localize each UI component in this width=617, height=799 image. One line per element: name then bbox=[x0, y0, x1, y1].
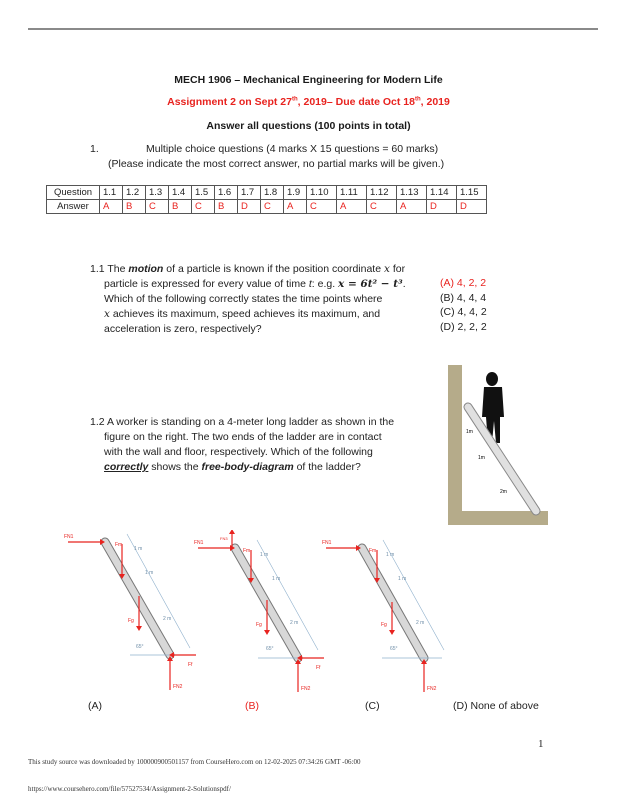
fbd-label-d: (D) None of above bbox=[453, 700, 539, 712]
download-note: This study source was downloaded by 100000900501157 from CourseHero.com on 12-02-2025 07:34:26 GMT -06:00 bbox=[28, 758, 361, 766]
fbd-option-a bbox=[60, 530, 200, 695]
section-1-note: (Please indicate the most correct answer, no partial marks will be given.) bbox=[108, 158, 445, 170]
svg-text:FN2: FN2 bbox=[301, 686, 311, 692]
ladder-figure bbox=[448, 365, 548, 525]
svg-text:2m: 2m bbox=[500, 489, 507, 495]
question-cell: 1.5 bbox=[192, 186, 215, 200]
svg-text:FN3: FN3 bbox=[220, 536, 228, 541]
page-number: 1 bbox=[538, 738, 544, 750]
svg-text:65°: 65° bbox=[266, 646, 274, 652]
svg-text:65°: 65° bbox=[390, 646, 398, 652]
svg-text:Ff: Ff bbox=[316, 665, 321, 671]
fbd-label-c: (C) bbox=[365, 700, 380, 712]
question-1-1-options bbox=[440, 276, 487, 334]
question-1-2: 1.2 A worker is standing on a 4-meter long ladder as shown in the figure on the right. The two ends of the ladder are in contact with the wall and floor, respectively. Which of the following correctly shows the free-body-diagram of the ladder? bbox=[90, 416, 395, 473]
question-cell: 1.3 bbox=[146, 186, 169, 200]
question-cell: 1.12 bbox=[367, 186, 397, 200]
svg-text:Fg: Fg bbox=[256, 622, 262, 628]
question-cell: 1.6 bbox=[215, 186, 238, 200]
fbd-option-c bbox=[320, 530, 460, 695]
svg-text:1m: 1m bbox=[466, 429, 473, 435]
option-c: (C) 4, 4, 2 bbox=[440, 306, 487, 318]
answer-cell: D bbox=[427, 200, 457, 214]
answer-cell: B bbox=[215, 200, 238, 214]
answer-cell: A bbox=[337, 200, 367, 214]
answer-cell: A bbox=[284, 200, 307, 214]
answer-table bbox=[46, 185, 487, 214]
option-a: (A) 4, 2, 2 bbox=[440, 277, 487, 289]
svg-text:FN1: FN1 bbox=[64, 534, 74, 540]
question-cell: 1.9 bbox=[284, 186, 307, 200]
answer-cell: C bbox=[261, 200, 284, 214]
svg-text:Fm: Fm bbox=[243, 548, 251, 554]
svg-text:65°: 65° bbox=[136, 644, 144, 650]
question-cell: 1.11 bbox=[337, 186, 367, 200]
svg-text:1 m: 1 m bbox=[398, 576, 407, 582]
answer-cell: D bbox=[238, 200, 261, 214]
svg-text:FN2: FN2 bbox=[427, 686, 437, 692]
answer-cell: D bbox=[457, 200, 487, 214]
svg-text:FN1: FN1 bbox=[322, 540, 332, 546]
svg-text:1 m: 1 m bbox=[145, 570, 154, 576]
top-rule bbox=[28, 28, 598, 30]
answer-cell: B bbox=[169, 200, 192, 214]
fbd-label-b: (B) bbox=[245, 700, 259, 712]
svg-text:2 m: 2 m bbox=[163, 616, 172, 622]
svg-text:FN1: FN1 bbox=[194, 540, 204, 546]
answer-cell: B bbox=[123, 200, 146, 214]
row-label: Question bbox=[47, 186, 100, 200]
answer-cell: A bbox=[397, 200, 427, 214]
svg-text:2 m: 2 m bbox=[416, 620, 425, 626]
question-cell: 1.1 bbox=[100, 186, 123, 200]
svg-text:Fg: Fg bbox=[381, 622, 387, 628]
svg-text:Ff: Ff bbox=[188, 662, 193, 668]
svg-text:1 m: 1 m bbox=[272, 576, 281, 582]
question-row bbox=[47, 186, 487, 200]
answer-cell: C bbox=[367, 200, 397, 214]
question-1-1: 1.1 The motion of a particle is known if the position coordinate x for particle is expressed for every value of time t: e.g. x = 6t² − t³. Which of the following correctly states the time points where x achieves its maximum, speed achieves its maximum, and acceleration is zero, respectively? bbox=[90, 263, 406, 335]
svg-text:Fg: Fg bbox=[128, 618, 134, 624]
option-d: (D) 2, 2, 2 bbox=[440, 320, 487, 333]
svg-text:Fm: Fm bbox=[115, 542, 123, 548]
svg-text:2 m: 2 m bbox=[290, 620, 299, 626]
instructions: Answer all questions (100 points in total) bbox=[206, 120, 411, 132]
section-1-heading: 1. Multiple choice questions (4 marks X 15 questions = 60 marks) bbox=[90, 143, 439, 155]
question-cell: 1.15 bbox=[457, 186, 487, 200]
question-cell: 1.4 bbox=[169, 186, 192, 200]
question-cell: 1.8 bbox=[261, 186, 284, 200]
answer-cell: C bbox=[192, 200, 215, 214]
row-label: Answer bbox=[47, 200, 100, 214]
question-cell: 1.14 bbox=[427, 186, 457, 200]
svg-text:Fm: Fm bbox=[369, 548, 377, 554]
assignment-title: Assignment 2 on Sept 27th, 2019– Due date Oct 18th, 2019 bbox=[167, 96, 450, 108]
question-cell: 1.7 bbox=[238, 186, 261, 200]
question-cell: 1.10 bbox=[307, 186, 337, 200]
question-cell: 1.2 bbox=[123, 186, 146, 200]
svg-text:1m: 1m bbox=[478, 455, 485, 461]
fbd-label-a: (A) bbox=[88, 700, 102, 712]
answer-cell: C bbox=[146, 200, 169, 214]
answer-cell: C bbox=[307, 200, 337, 214]
fbd-option-b bbox=[190, 530, 330, 695]
question-cell: 1.13 bbox=[397, 186, 427, 200]
svg-text:1 m: 1 m bbox=[134, 546, 143, 552]
source-url[interactable]: https://www.coursehero.com/file/57527534/Assignment-2-Solutionspdf/ bbox=[28, 785, 231, 793]
svg-text:FN2: FN2 bbox=[173, 684, 183, 690]
answer-cell: A bbox=[100, 200, 123, 214]
course-title: MECH 1906 – Mechanical Engineering for Modern Life bbox=[174, 74, 443, 86]
equation: x = 6t² − t³ bbox=[338, 278, 403, 290]
option-b: (B) 4, 4, 4 bbox=[440, 291, 487, 304]
svg-text:1 m: 1 m bbox=[260, 552, 269, 558]
answer-row bbox=[47, 200, 487, 214]
svg-text:1 m: 1 m bbox=[386, 552, 395, 558]
